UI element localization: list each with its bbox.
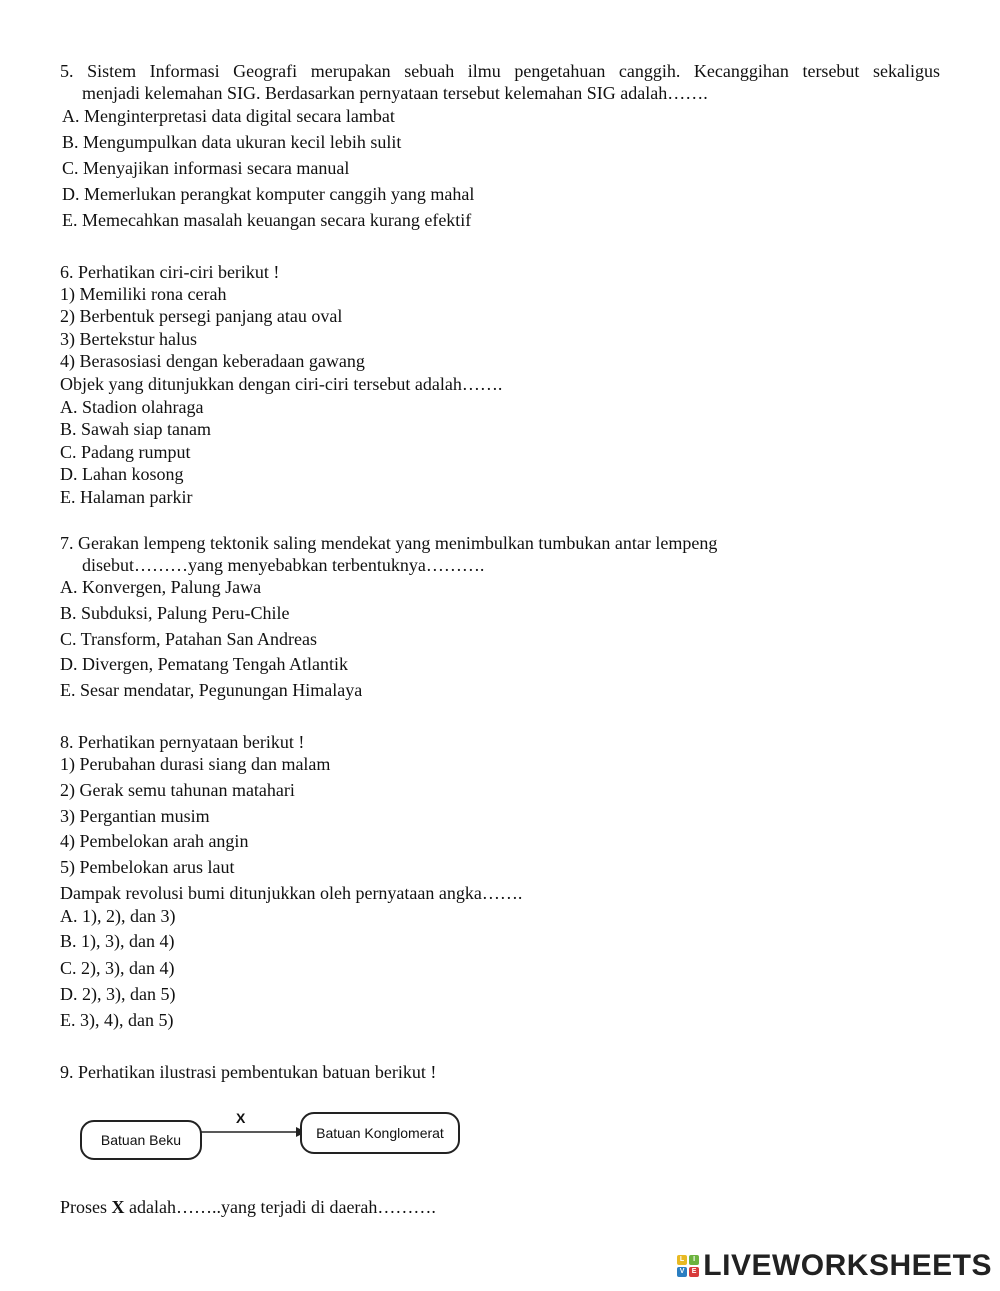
q5-option-a[interactable]: A. Menginterpretasi data digital secara lambat: [62, 106, 395, 126]
q9-question: [60, 1196, 436, 1218]
q7-option-e[interactable]: E. Sesar mendatar, Pegunungan Himalaya: [60, 680, 363, 700]
logo-grid-i: I: [689, 1255, 699, 1265]
q6-option-a[interactable]: A. Stadion olahraga: [60, 397, 204, 417]
q8-option-d[interactable]: D. 2), 3), dan 5): [60, 984, 176, 1004]
q5-option-d[interactable]: D. Memerlukan perangkat komputer canggih yang mahal: [62, 184, 475, 204]
q6-question: Objek yang ditunjukkan dengan ciri-ciri tersebut adalah…….: [60, 374, 503, 394]
diagram-arrow-label: X: [236, 1110, 246, 1126]
q5-option-c[interactable]: C. Menyajikan informasi secara manual: [62, 158, 350, 178]
diagram-box-batuan-beku: Batuan Beku: [80, 1120, 202, 1160]
q8-item-2: 2) Gerak semu tahunan matahari: [60, 780, 295, 800]
q9-question-pre: Proses: [60, 1197, 112, 1217]
q7-stem-line2: disebut………yang menyebabkan terbentuknya……….: [82, 555, 485, 575]
diagram-arrow: [198, 1118, 308, 1148]
q6-option-b[interactable]: B. Sawah siap tanam: [60, 419, 211, 439]
q5-option-b[interactable]: B. Mengumpulkan data ukuran kecil lebih sulit: [62, 132, 402, 152]
q9-question-bold: X: [111, 1197, 125, 1217]
liveworksheets-logo: [677, 1249, 992, 1283]
q8-question: Dampak revolusi bumi ditunjukkan oleh pernyataan angka…….: [60, 883, 523, 903]
q7-stem-line1: 7. Gerakan lempeng tektonik saling mendekat yang menimbulkan tumbukan antar lempeng: [60, 533, 718, 553]
q8-option-b[interactable]: B. 1), 3), dan 4): [60, 931, 175, 951]
q7-option-c[interactable]: C. Transform, Patahan San Andreas: [60, 629, 317, 649]
q8-option-c[interactable]: C. 2), 3), dan 4): [60, 958, 175, 978]
q8-item-5: 5) Pembelokan arus laut: [60, 857, 235, 877]
q6-option-c[interactable]: C. Padang rumput: [60, 442, 191, 462]
logo-grid-l: L: [677, 1255, 687, 1265]
q9-stem: 9. Perhatikan ilustrasi pembentukan batuan berikut !: [60, 1062, 437, 1082]
q9-question-post: adalah……..yang terjadi di daerah……….: [124, 1197, 436, 1217]
q6-option-e[interactable]: E. Halaman parkir: [60, 487, 193, 507]
q7-option-b[interactable]: B. Subduksi, Palung Peru-Chile: [60, 603, 290, 623]
q8-option-e[interactable]: E. 3), 4), dan 5): [60, 1010, 174, 1030]
q8-item-4: 4) Pembelokan arah angin: [60, 831, 249, 851]
logo-grid-v: V: [677, 1267, 687, 1277]
q8-item-3: 3) Pergantian musim: [60, 806, 210, 826]
q6-item-4: 4) Berasosiasi dengan keberadaan gawang: [60, 351, 365, 371]
q7-option-d[interactable]: D. Divergen, Pematang Tengah Atlantik: [60, 654, 349, 674]
q6-stem: 6. Perhatikan ciri-ciri berikut !: [60, 262, 280, 282]
q6-item-2: 2) Berbentuk persegi panjang atau oval: [60, 306, 343, 326]
q8-option-a[interactable]: A. 1), 2), dan 3): [60, 906, 176, 926]
q6-item-3: 3) Bertekstur halus: [60, 329, 197, 349]
rock-formation-diagram: [70, 1098, 470, 1178]
q8-item-1: 1) Perubahan durasi siang dan malam: [60, 754, 331, 774]
q8-stem: 8. Perhatikan pernyataan berikut !: [60, 732, 305, 752]
q5-option-e[interactable]: E. Memecahkan masalah keuangan secara kurang efektif: [62, 210, 472, 230]
logo-grid-icon: [677, 1255, 699, 1277]
diagram-box-batuan-konglomerat: Batuan Konglomerat: [300, 1112, 460, 1154]
q6-item-1: 1) Memiliki rona cerah: [60, 284, 227, 304]
q6-option-d[interactable]: D. Lahan kosong: [60, 464, 184, 484]
q7-option-a[interactable]: A. Konvergen, Palung Jawa: [60, 577, 262, 597]
logo-text: LIVEWORKSHEETS: [703, 1249, 992, 1282]
q5-stem-line1: 5. Sistem Informasi Geografi merupakan sebuah ilmu pengetahuan canggih. Kecanggihan tersebut sekaligus: [60, 61, 940, 81]
q5-stem-line2: menjadi kelemahan SIG. Berdasarkan pernyataan tersebut kelemahan SIG adalah…….: [82, 83, 708, 103]
logo-grid-e: E: [689, 1267, 699, 1277]
